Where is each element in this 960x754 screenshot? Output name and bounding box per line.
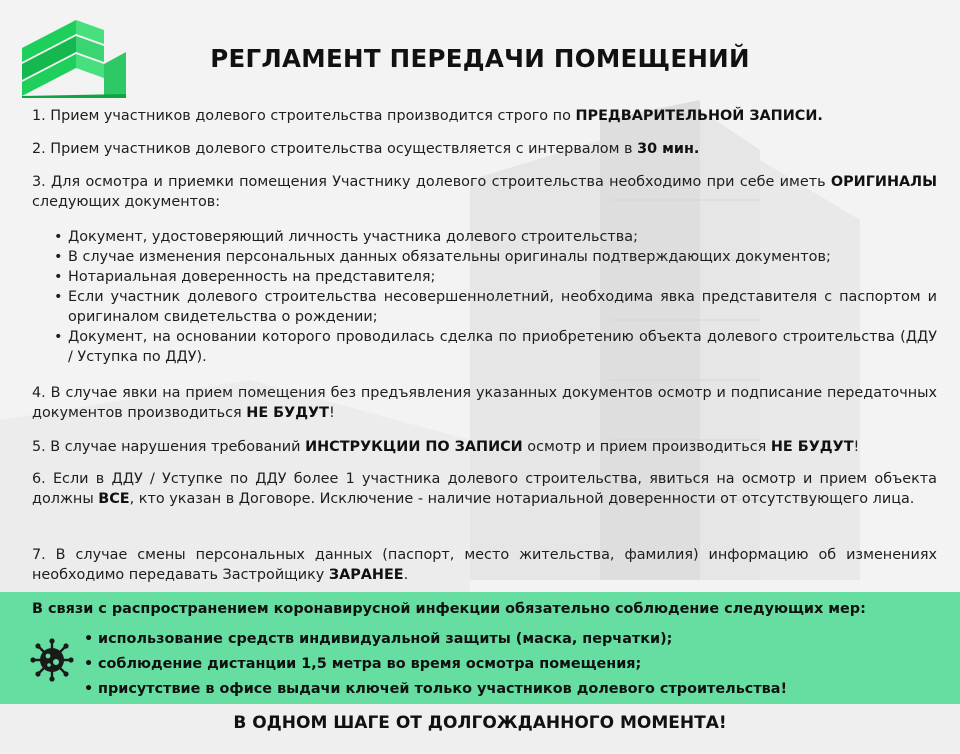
covid-measures-list xyxy=(84,627,787,702)
rule-4-text: 4. В случае явки на прием помещения без предъявления указанных документов осмотр и подписание передаточных документов производиться xyxy=(32,385,937,421)
building-logo-icon xyxy=(20,18,128,98)
rule-6-text: 6. Если в ДДУ / Уступке по ДДУ более 1 участника долевого строительства, явиться на осмотр и прием объекта должны xyxy=(32,471,937,507)
rule-5-bold: ИНСТРУКЦИИ ПО ЗАПИСИ xyxy=(305,439,523,455)
rule-6-tail: , кто указан в Договоре. Исключение - наличие нотариальной доверенности от отсутствующего лица. xyxy=(129,491,915,507)
rule-4-bold: НЕ БУДУТ xyxy=(246,405,329,421)
rule-5-text: 5. В случае нарушения требований xyxy=(32,439,306,455)
list-item: • Документ, на основании которого проводилась сделка по приобретению объекта долевого строительства (ДДУ / Уступка по ДДУ). xyxy=(52,327,937,367)
rule-2-bold: 30 мин. xyxy=(637,141,700,157)
rule-6-bold: ВСЕ xyxy=(98,491,130,507)
rule-6 xyxy=(32,469,937,509)
rule-7 xyxy=(32,545,937,585)
page-title: РЕГЛАМЕНТ ПЕРЕДАЧИ ПОМЕЩЕНИЙ xyxy=(210,44,750,73)
list-item: • Документ, удостоверяющий личность участника долевого строительства; xyxy=(52,227,937,247)
rule-7-tail: . xyxy=(403,567,409,583)
rule-3-tail: следующих документов: xyxy=(32,194,221,210)
rule-5 xyxy=(32,437,937,457)
rule-2 xyxy=(32,139,937,159)
list-item: • Если участник долевого строительства несовершеннолетний, необходима явка представителя с паспортом и оригиналом свидетельства о рождении; xyxy=(52,287,937,327)
virus-icon xyxy=(30,638,74,682)
list-item: • соблюдение дистанции 1,5 метра во время осмотра помещения; xyxy=(84,652,787,677)
rule-3 xyxy=(32,172,937,212)
documents-list xyxy=(52,227,937,367)
rule-5-mid: осмотр и прием производиться xyxy=(522,439,771,455)
list-item: • использование средств индивидуальной защиты (маска, перчатки); xyxy=(84,627,787,652)
rule-4-tail: ! xyxy=(328,405,335,421)
covid-heading: В связи с распространением коронавирусной инфекции обязательно соблюдение следующих мер: xyxy=(32,601,866,617)
rule-5-bold-2: НЕ БУДУТ xyxy=(770,439,854,455)
rule-3-text: 3. Для осмотра и приемки помещения Участнику долевого строительства необходимо при себе иметь xyxy=(32,174,831,190)
rule-7-text: 7. В случае смены персональных данных (паспорт, место жительства, фамилия) информацию об изменениях необходимо передавать Застройщику xyxy=(32,547,937,583)
rule-4 xyxy=(32,383,937,423)
rule-1-text: 1. Прием участников долевого строительства производится строго по xyxy=(32,108,576,124)
list-item: • В случае изменения персональных данных обязательны оригиналы подтверждающих документов; xyxy=(52,247,937,267)
footer-slogan: В ОДНОМ ШАГЕ ОТ ДОЛГОЖДАННОГО МОМЕНТА! xyxy=(233,713,727,733)
rule-3-bold: ОРИГИНАЛЫ xyxy=(830,174,937,190)
list-item: • присутствие в офисе выдачи ключей только участников долевого строительства! xyxy=(84,677,787,702)
list-item: • Нотариальная доверенность на представителя; xyxy=(52,267,937,287)
rule-2-text: 2. Прием участников долевого строительства осуществляется с интервалом в xyxy=(32,141,638,157)
rule-5-tail: ! xyxy=(853,439,860,455)
rule-1-bold: ПРЕДВАРИТЕЛЬНОЙ ЗАПИСИ. xyxy=(575,108,823,124)
rule-1 xyxy=(32,106,937,126)
rule-7-bold: ЗАРАНЕЕ xyxy=(328,567,404,583)
